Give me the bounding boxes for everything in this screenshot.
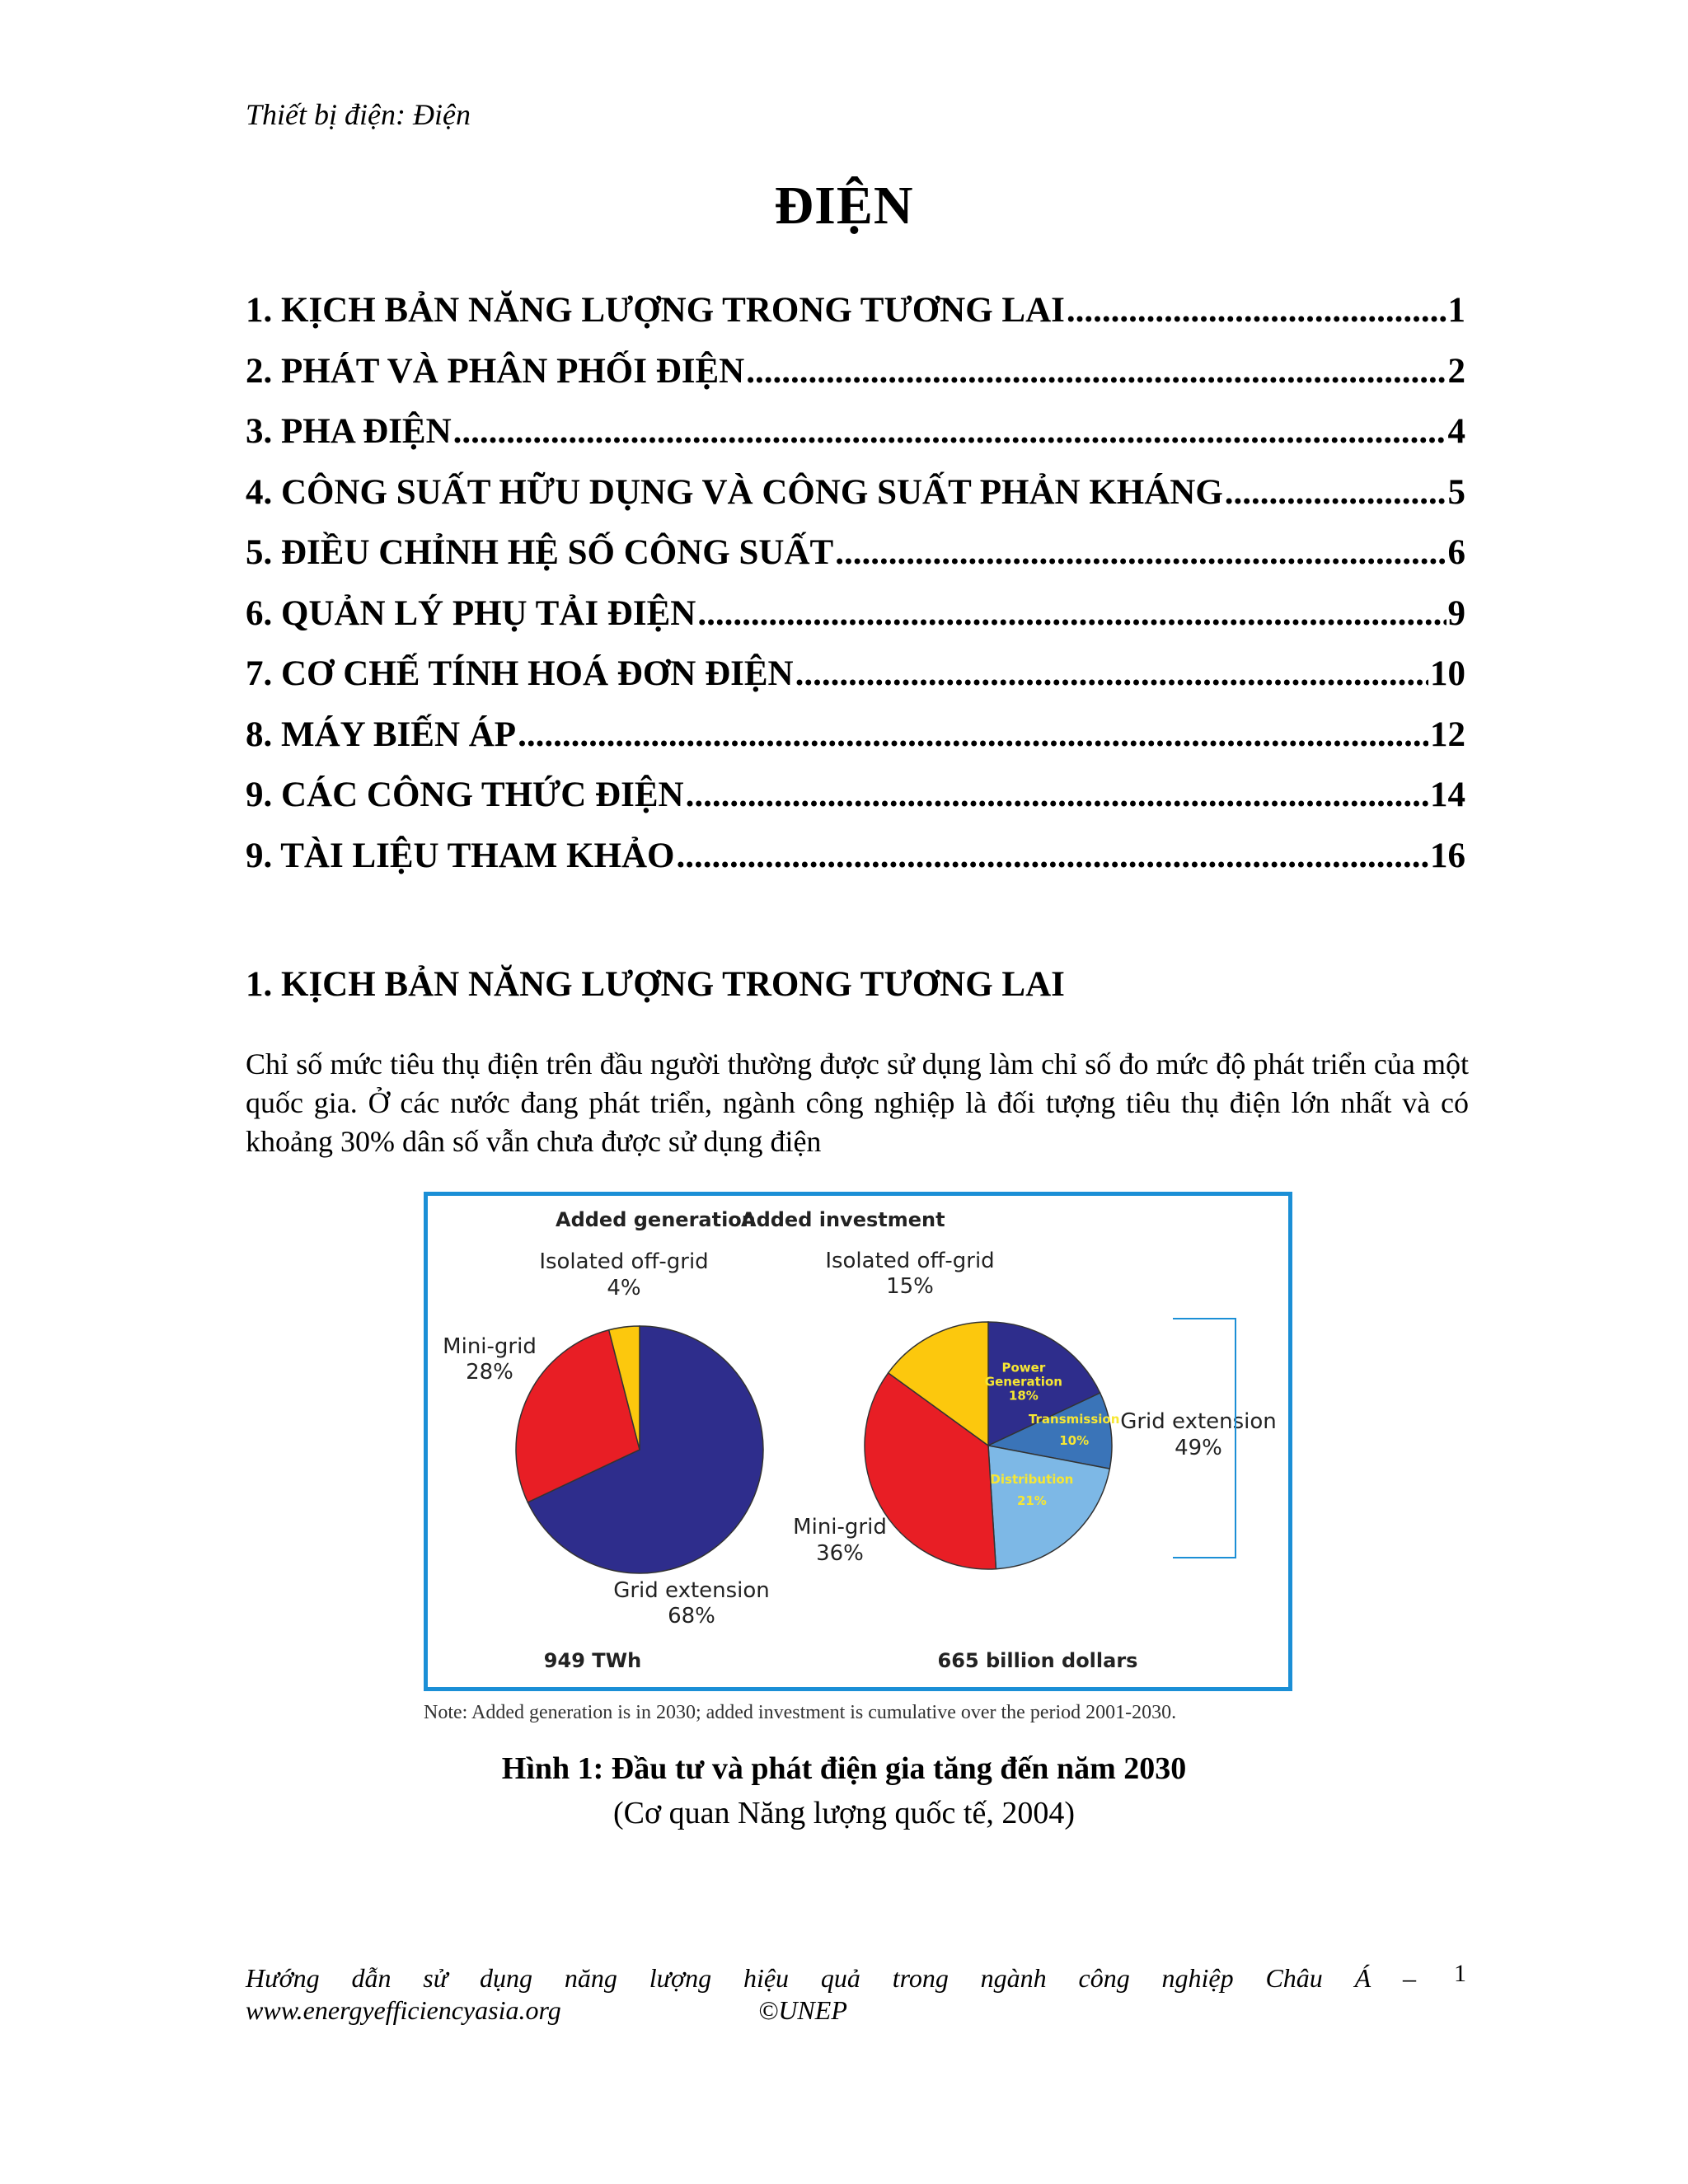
toc-entry-label: 7. CƠ CHẾ TÍNH HOÁ ĐƠN ĐIỆN — [246, 654, 794, 693]
footer-word: Hướng — [246, 1963, 320, 1993]
footer-word: – — [1403, 1963, 1416, 1993]
chart2-group-label: Grid extension — [1120, 1409, 1277, 1434]
footer-word: dẫn — [351, 1963, 392, 1993]
page-number: 1 — [1454, 1960, 1466, 1987]
inside-slice-value: 10% — [1059, 1432, 1090, 1448]
toc-entry[interactable] — [246, 715, 1465, 776]
toc-entry-label: 2. PHÁT VÀ PHÂN PHỐI ĐIỆN — [246, 351, 745, 391]
toc-entry[interactable] — [246, 351, 1465, 412]
toc-entry-label: 9. CÁC CÔNG THỨC ĐIỆN — [246, 776, 684, 814]
toc-entry[interactable] — [246, 593, 1465, 654]
inside-slice-label: Generation — [984, 1374, 1062, 1390]
chart1-value-minigrid: 28% — [466, 1360, 513, 1385]
footer-word: lượng — [649, 1963, 712, 1993]
toc-entry[interactable] — [246, 290, 1465, 351]
toc-leader-dots — [453, 411, 1447, 452]
table-of-contents — [246, 290, 1465, 896]
chart2-value-isolated: 15% — [886, 1274, 934, 1299]
chart1-label-minigrid: Mini-grid — [443, 1334, 537, 1359]
toc-entry-page: 12 — [1430, 715, 1465, 754]
toc-leader-dots — [697, 593, 1446, 634]
toc-leader-dots — [686, 775, 1428, 815]
toc-entry-label: 4. CÔNG SUẤT HỮU DỤNG VÀ CÔNG SUẤT PHẢN KHÁNG — [246, 472, 1223, 512]
toc-entry[interactable] — [246, 411, 1465, 472]
footer-word: Châu — [1265, 1963, 1323, 1993]
figure-caption: Hình 1: Đầu tư và phát điện gia tăng đến năm 2030 — [501, 1751, 1187, 1786]
chart1-total: 949 TWh — [543, 1649, 642, 1672]
figure-note: Note: Added generation is in 2030; added investment is cumulative over the period 2001-2030. — [424, 1702, 1177, 1723]
toc-entry-label: 6. QUẢN LÝ PHỤ TẢI ĐIỆN — [246, 593, 696, 633]
toc-entry-page: 4 — [1447, 412, 1465, 451]
toc-leader-dots — [518, 715, 1428, 755]
footer-word: công — [1078, 1963, 1130, 1993]
toc-entry-page: 5 — [1447, 472, 1465, 512]
toc-entry[interactable] — [246, 472, 1465, 533]
inside-slice-label: Power — [1001, 1360, 1046, 1376]
footer-word: ngành — [980, 1963, 1047, 1993]
section-heading: 1. KỊCH BẢN NĂNG LƯỢNG TRONG TƯƠNG LAI — [246, 965, 1065, 1004]
toc-leader-dots — [835, 532, 1446, 573]
footer-guide-title — [246, 1963, 1416, 1994]
toc-entry-page: 10 — [1430, 654, 1465, 693]
toc-entry-page: 9 — [1447, 593, 1465, 633]
footer-word: năng — [564, 1963, 617, 1993]
figure-source: (Cơ quan Năng lượng quốc tế, 2004) — [613, 1796, 1075, 1830]
toc-entry[interactable] — [246, 654, 1465, 715]
chart2-value-minigrid: 36% — [816, 1541, 864, 1566]
toc-entry-label: 8. MÁY BIẾN ÁP — [246, 715, 517, 754]
inside-slice-label: Distribution — [990, 1472, 1074, 1488]
footer-copyright: ©UNEP — [758, 1995, 847, 2025]
toc-leader-dots — [746, 351, 1446, 391]
running-header: Thiết bị điện: Điện — [246, 98, 471, 131]
footer-word: nghiệp — [1161, 1963, 1234, 1993]
toc-entry-label: 5. ĐIỀU CHỈNH HỆ SỐ CÔNG SUẤT — [246, 533, 834, 572]
chart1-title: Added generation — [556, 1208, 756, 1231]
chart1-value-isolated: 4% — [607, 1276, 641, 1301]
footer-website: www.energyefficiencyasia.org — [246, 1995, 561, 2025]
figure-pie-charts — [424, 1192, 1292, 1691]
page-footer — [246, 1963, 1432, 2026]
chart2-total: 665 billion dollars — [937, 1649, 1138, 1672]
footer-word: sử — [423, 1963, 448, 1993]
footer-word: quả — [820, 1963, 860, 1993]
footer-word: hiệu — [743, 1963, 790, 1993]
toc-leader-dots — [1225, 472, 1447, 513]
chart1-label-isolated: Isolated off-grid — [539, 1249, 709, 1274]
chart1-value-grid: 68% — [668, 1604, 715, 1629]
toc-leader-dots — [795, 654, 1428, 694]
chart2-label-minigrid: Mini-grid — [793, 1515, 887, 1540]
toc-entry-label: 1. KỊCH BẢN NĂNG LƯỢNG TRONG TƯƠNG LAI — [246, 291, 1065, 330]
toc-leader-dots — [676, 836, 1428, 876]
toc-entry-page: 16 — [1430, 836, 1465, 875]
chart2-group-value: 49% — [1175, 1436, 1222, 1460]
chart1-label-grid: Grid extension — [613, 1578, 770, 1603]
toc-entry-label: 9. TÀI LIỆU THAM KHẢO — [246, 836, 675, 875]
inside-slice-value: 18% — [1008, 1388, 1039, 1404]
footer-word: dụng — [480, 1963, 533, 1993]
toc-entry-label: 3. PHA ĐIỆN — [246, 412, 452, 451]
footer-word: trong — [892, 1963, 949, 1993]
document-title: ĐIỆN — [774, 176, 914, 236]
pie-charts-svg — [428, 1196, 1288, 1687]
chart1-pie — [516, 1326, 763, 1573]
footer-word: Á — [1354, 1963, 1372, 1993]
toc-leader-dots — [1067, 290, 1447, 330]
toc-entry[interactable] — [246, 775, 1465, 836]
toc-entry-page: 2 — [1447, 351, 1465, 391]
chart2-label-isolated: Isolated off-grid — [825, 1249, 995, 1273]
toc-entry-page: 1 — [1447, 291, 1465, 330]
inside-slice-value: 21% — [1016, 1493, 1047, 1509]
toc-entry[interactable] — [246, 532, 1465, 593]
toc-entry[interactable] — [246, 836, 1465, 897]
inside-slice-label: Transmission — [1028, 1411, 1120, 1427]
body-paragraph: Chỉ số mức tiêu thụ điện trên đầu người thường được sử dụng làm chỉ số đo mức độ phát triển của một quốc gia. Ở các nước đang phát triển, ngành công nghiệp là đối tượng tiêu thụ điện lớn nhất và có khoảng 30% dân số vẫn chưa được sử dụng điện — [246, 1047, 1469, 1158]
chart2-title: Added investment — [741, 1208, 945, 1231]
toc-entry-page: 6 — [1447, 533, 1465, 572]
toc-entry-page: 14 — [1430, 776, 1465, 814]
